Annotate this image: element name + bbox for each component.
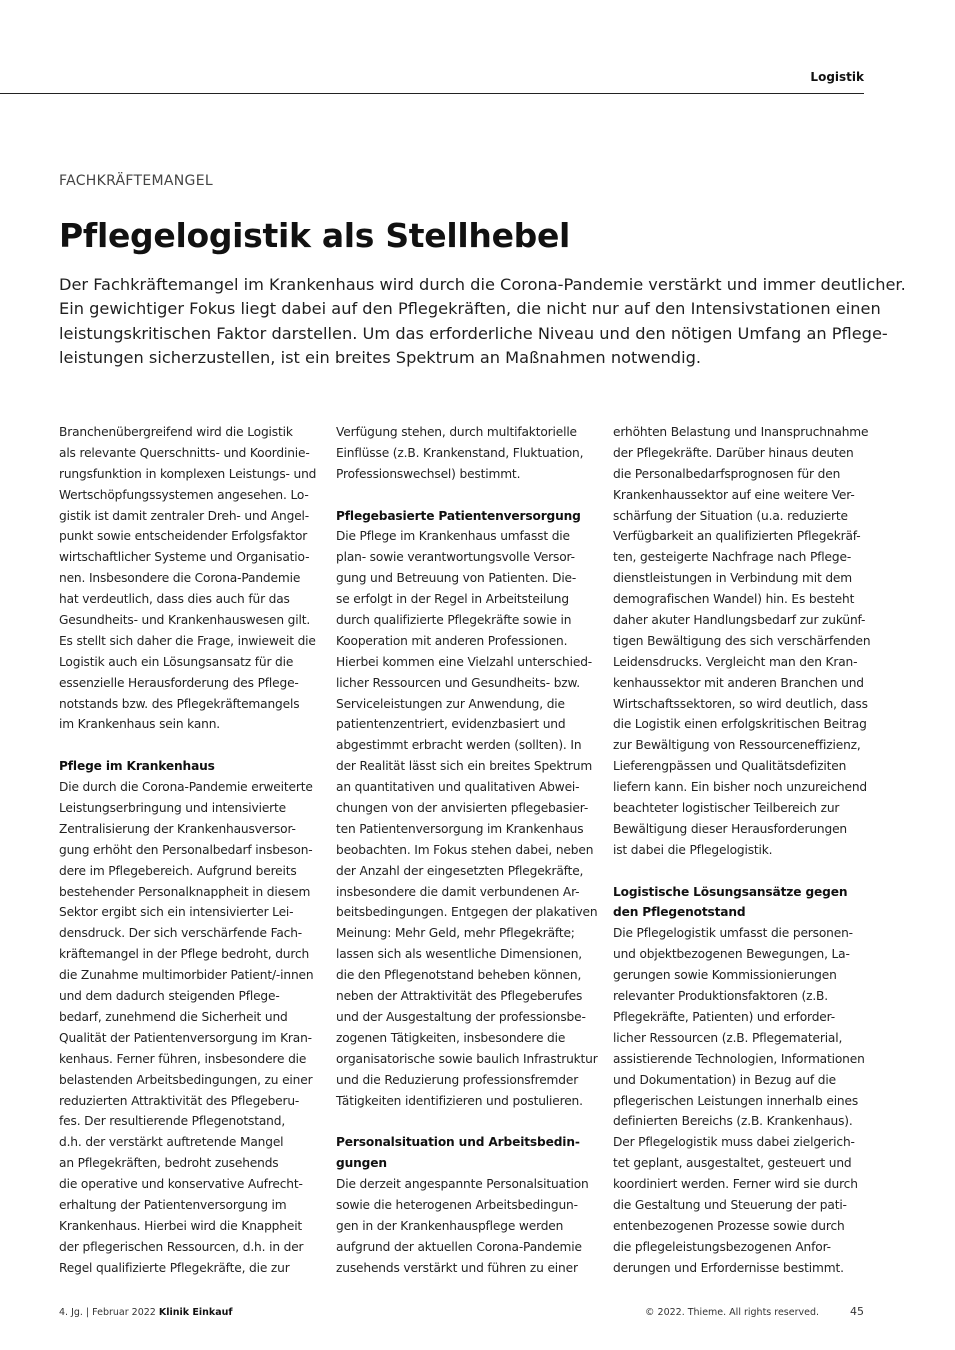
body-text-line: erhaltung der Patientenversorgung im [59,1197,287,1212]
body-text-line: Verfügbarkeit an qualifizierten Pflegekräf- [613,529,861,544]
body-text-line: Pflegekräfte, Patienten) und erforder- [613,1009,835,1024]
body-text-line: Die Pflegelogistik umfasst die personen- [613,926,853,941]
body-text-line: dienstleistungen in Verbindung mit dem [613,571,852,586]
article-lead [59,273,906,370]
body-text-line: lassen sich als wesentliche Dimensionen, [336,947,583,962]
body-text-line: Der Pflegelogistik muss dabei zielgerich- [613,1135,855,1150]
body-text-line: kenhaussektor mit anderen Branchen und [613,675,864,690]
body-text-line: tet geplant, ausgestaltet, gesteuert und [613,1156,852,1171]
text-column-3 [613,422,871,1279]
body-text-line: punkt sowie entscheidender Erfolgsfaktor [59,529,308,544]
section-heading-line: Personalsituation und Arbeitsbedin- [336,1135,580,1150]
body-text-line: schärfung der Situation (u.a. reduzierte [613,508,848,523]
footer-issue [59,1307,233,1318]
body-text-line: koordiniert werden. Ferner wird sie durch [613,1177,858,1192]
body-text-line: gen in der Krankenhauspflege werden [336,1218,564,1233]
body-text-line: gerungen sowie Kommissionierungen [613,968,837,983]
body-text-line: plan- sowie verantwortungsvolle Versor- [336,550,575,565]
body-text-line: dere im Pflegebereich. Aufgrund bereits [59,863,297,878]
body-text-line: zur Bewältigung von Ressourceneffizienz, [613,738,861,753]
body-text-line: Krankenhaussektor auf eine weitere Ver- [613,487,855,502]
body-text-line: der Pflegekräfte. Darüber hinaus deuten [613,445,854,460]
body-text-line: gung und Betreuung von Patienten. Die- [336,571,577,586]
body-text-line: zogenen Tätigkeiten, insbesondere die [336,1030,566,1045]
body-text-line: kräftemangel in der Pflege bedroht, durch [59,947,310,962]
body-text-line: ten Patientenversorgung im Krankenhaus [336,821,584,836]
body-text-line: der pflegerischen Ressourcen, d.h. in der [59,1239,304,1254]
body-text-line: wirtschaftlicher Systeme und Organisatio- [59,550,310,565]
body-text-line: die operative und konservative Aufrecht- [59,1177,303,1192]
body-text-line: Die derzeit angespannte Personalsituation [336,1177,589,1192]
body-text-line: erhöhten Belastung und Inanspruchnahme [613,425,869,439]
body-text-line: ist dabei die Pflegelogistik. [613,842,773,857]
body-text-line: tigen Bewältigung des sich verschärfenden [613,633,871,648]
body-text-line: Tätigkeiten identifizieren und postulieren. [336,1093,583,1108]
body-text-line: beachteter logistischer Teilbereich zur [613,801,840,816]
body-text-line: relevanter Produktionsfaktoren (z.B. [613,989,828,1004]
body-text-line: und der Ausgestaltung der professionsbe- [336,1009,586,1024]
footer-copyright: © 2022. Thieme. All rights reserved. [645,1307,820,1318]
body-text-line: an quantitativen und qualitativen Abwei- [336,780,580,795]
body-text-line: neben der Attraktivität des Pflegeberufes [336,989,583,1004]
body-text-line: Serviceleistungen zur Anwendung, die [336,696,565,711]
page-number: 45 [850,1305,864,1318]
body-text-line: Verfügung stehen, durch multifaktorielle [336,425,577,439]
body-text-line: reduzierten Attraktivität des Pflegeberu- [59,1093,300,1108]
body-text-line: beobachten. Im Fokus stehen dabei, neben [336,842,594,857]
body-text-line: Professionswechsel) bestimmt. [336,466,521,481]
body-text-line: Die durch die Corona-Pandemie erweiterte [59,780,313,795]
body-text-line: liefern kann. Ein bisher noch unzureichend [613,780,867,795]
text-column-1 [59,422,317,1279]
body-text-line: im Krankenhaus sein kann. [59,717,221,732]
body-text-line: Logistik auch ein Lösungsansatz für die [59,654,294,669]
body-text-line: Sektor ergibt sich ein intensivierter Lei- [59,905,294,920]
body-text-line: Es stellt sich daher die Frage, inwieweit die [59,633,316,648]
body-text-line: Hierbei kommen eine Vielzahl unterschied- [336,654,593,669]
body-text-line: densdruck. Der sich verschärfende Fach- [59,926,303,941]
section-heading-line: den Pflegenotstand [613,905,746,920]
body-text-line: die Logistik einen erfolgskritischen Beitrag [613,717,867,732]
body-text-line: licher Ressourcen (z.B. Pflegematerial, [613,1030,843,1045]
body-text-line: Qualität der Patientenversorgung im Kran- [59,1030,312,1045]
body-text-line: an Pflegekräften, bedroht zusehends [59,1156,279,1171]
article-title: Pflegelogistik als Stellhebel [59,216,571,255]
article-kicker: FACHKRÄFTEMANGEL [59,173,213,189]
body-text-line: als relevante Querschnitts- und Koordinie- [59,445,310,460]
header-rule [0,93,864,94]
body-text-line: Gesundheits- und Krankenhauswesen gilt. [59,613,311,628]
body-text-line: pflegerischen Leistungen innerhalb eines [613,1093,859,1108]
body-text-line: essenzielle Herausforderung des Pflege- [59,675,299,690]
section-heading-line: Logistische Lösungsansätze gegen [613,884,848,899]
body-text-line: hat verdeutlich, dass dies auch für das [59,592,290,607]
body-text-line: kenhaus. Ferner führen, insbesondere die [59,1051,307,1066]
body-text-line: Krankenhaus. Hierbei wird die Knappheit [59,1218,303,1233]
body-text-line: zusehends verstärkt und führen zu einer [336,1260,578,1275]
body-text-line: Wertschöpfungssystemen angesehen. Lo- [59,487,309,502]
section-heading-line: Pflegebasierte Patientenversorgung [336,508,581,523]
section-heading-line: Pflege im Krankenhaus [59,759,215,774]
body-text-line: die pflegeleistungsbezogenen Anfor- [613,1239,831,1254]
body-text-line: fes. Der resultierende Pflegenotstand, [59,1114,286,1129]
body-text-line: der Realität lässt sich ein breites Spektrum [336,759,593,774]
body-text-line: insbesondere die damit verbundenen Ar- [336,884,580,899]
body-text-line: rungsfunktion in komplexen Leistungs- und [59,466,317,481]
body-text-line: Wirtschaftssektoren, so wird deutlich, dass [613,696,868,711]
paragraph-gap [613,861,868,882]
paragraph-gap [336,485,591,506]
body-text-line: nen. Insbesondere die Corona-Pandemie [59,571,301,586]
body-text-line: ten, gesteigerte Nachfrage nach Pflege- [613,550,852,565]
lead-line: Der Fachkräftemangel im Krankenhaus wird durch die Corona-Pandemie verstärkt und immer deutlicher. [59,275,906,294]
body-text-line: aufgrund der aktuellen Corona-Pandemie [336,1239,582,1254]
body-text-line: patientenzentriert, evidenzbasiert und [336,717,566,732]
body-text-line: Branchenübergreifend wird die Logistik [59,425,293,439]
body-text-line: Meinung: Mehr Geld, mehr Pflegekräfte; [336,926,575,941]
body-text-line: sowie die heterogenen Arbeitsbedingun- [336,1197,578,1212]
body-text-line: gung erhöht den Personalbedarf insbeson- [59,842,313,857]
body-text-line: notstands bzw. des Pflegekräftemangels [59,696,300,711]
body-text-line: die Personalbedarfsprognosen für den [613,466,841,481]
body-text-line: belastenden Arbeitsbedingungen, zu einer [59,1072,313,1087]
body-text-line: definierten Bereichs (z.B. Krankenhaus). [613,1114,853,1129]
body-text-line: entenbezogenen Prozesse sowie durch [613,1218,845,1233]
text-column-2 [336,422,598,1279]
footer-publication: Klinik Einkauf [158,1307,233,1318]
body-text-line: und Dokumentation) in Bezug auf die [613,1072,836,1087]
paragraph-gap [336,1111,591,1132]
body-text-line: die Zunahme multimorbider Patient/-innen [59,968,314,983]
body-text-line: derungen und Erfordernisse bestimmt. [613,1260,844,1275]
body-text-line: Einflüsse (z.B. Krankenstand, Fluktuation, [336,445,584,460]
body-text-line: die den Pflegenotstand beheben können, [336,968,582,983]
body-text-line: demografischen Wandel) hin. Es besteht [613,592,855,607]
lead-line: leistungen sicherzustellen, ist ein breites Spektrum an Maßnahmen notwendig. [59,347,701,367]
body-text-line: d.h. der verstärkt auftretende Mangel [59,1135,284,1150]
header-section-label: Logistik [810,70,864,84]
body-text-line: und objektbezogenen Bewegungen, La- [613,947,850,962]
body-text-line: licher Ressourcen und Gesundheits- bzw. [336,675,580,690]
body-text-line: und die Reduzierung professionsfremder [336,1072,579,1087]
body-text-line: gistik ist damit zentraler Dreh- und Angel- [59,508,310,523]
body-text-line: abgestimmt erbracht werden (sollten). In [336,738,582,753]
body-text-line: Regel qualifizierte Pflegekräfte, die zur [59,1260,290,1275]
body-text-line: Kooperation mit anderen Professionen. [336,633,568,648]
body-text-line: und dem dadurch steigenden Pflege- [59,989,280,1004]
body-text-line: Leidensdrucks. Vergleicht man den Kran- [613,654,858,669]
body-text-line: Leistungserbringung und intensivierte [59,801,287,816]
body-text-line: Die Pflege im Krankenhaus umfasst die [336,529,570,544]
body-text-line: Bewältigung dieser Herausforderungen [613,821,848,836]
footer-issue-date: 4. Jg. | Februar 2022 [59,1307,156,1318]
body-text-line: organisatorische sowie baulich Infrastruktur [336,1051,598,1066]
body-text-line: Zentralisierung der Krankenhausversor- [59,821,296,836]
body-text-line: der Anzahl der eingesetzten Pflegekräfte, [336,863,584,878]
body-text-line: die Gestaltung und Steuerung der pati- [613,1197,847,1212]
body-text-line: daher akuter Handlungsbedarf zur zukünf- [613,613,866,628]
section-heading-line: gungen [336,1156,387,1171]
body-text-line: bestehender Personalknappheit in diesem [59,884,311,899]
body-text-line: chungen von der anvisierten pflegebasier- [336,801,589,816]
body-text-line: se erfolgt in der Regel in Arbeitsteilung [336,592,569,607]
lead-line: Ein gewichtiger Fokus liegt dabei auf den Pflegekräften, die nicht nur auf den Intensivstationen einen [59,299,881,319]
body-text-line: durch qualifizierte Pflegekräfte sowie in [336,613,572,628]
body-text-line: Lieferengpässen und Qualitätsdefiziten [613,759,847,774]
body-text-line: bedarf, zunehmend die Sicherheit und [59,1009,288,1024]
lead-line: leistungskritischen Faktor darstellen. Um das erforderliche Niveau und den nötigen Umfang an Pflege- [59,323,888,343]
paragraph-gap [59,735,314,756]
body-text-line: assistierende Technologien, Informationen [613,1051,865,1066]
body-text-line: beitsbedingungen. Entgegen der plakativen [336,905,598,920]
